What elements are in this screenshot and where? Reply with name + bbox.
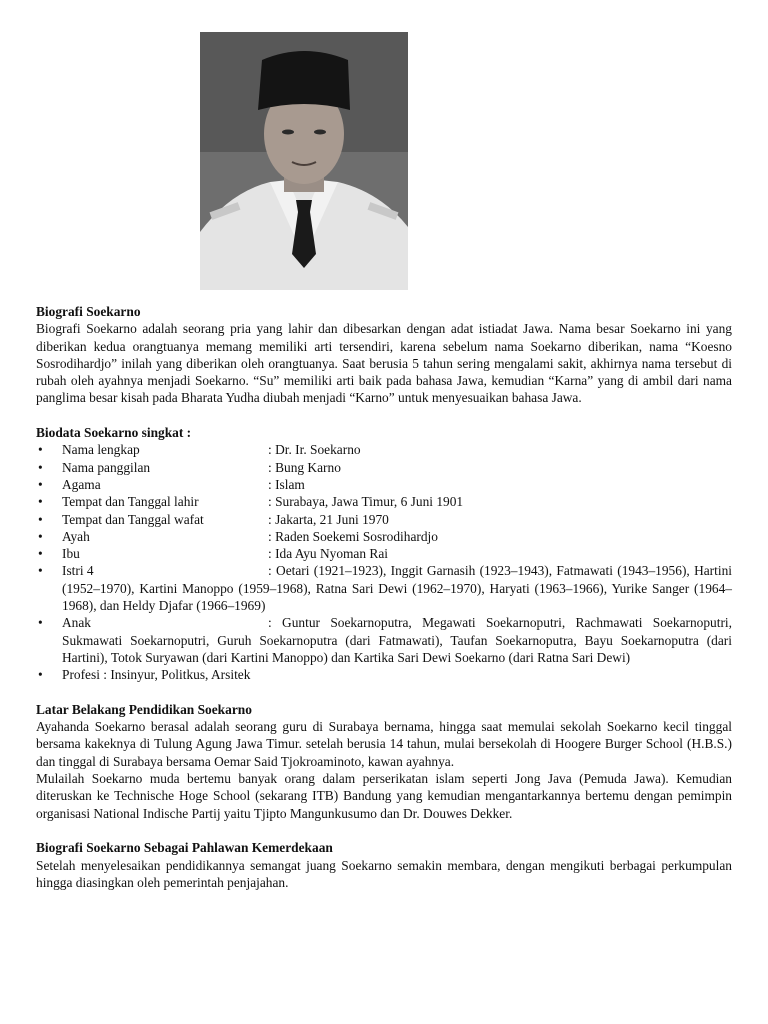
biodata-label: Tempat dan Tanggal wafat bbox=[62, 511, 204, 527]
biodata-value: : Jakarta, 21 Juni 1970 bbox=[268, 511, 389, 527]
document-body bbox=[36, 303, 732, 891]
biodata-list bbox=[36, 441, 732, 683]
biodata-item bbox=[36, 459, 732, 476]
heading-pahlawan: Biografi Soekarno Sebagai Pahlawan Kemerdekaan bbox=[36, 840, 333, 856]
paragraph-pahlawan: Setelah menyelesaikan pendidikannya semangat juang Soekarno semakin membara, dengan mengikuti berbagai perkumpulan hingga diasingkan oleh pemerintah penjajahan. bbox=[36, 857, 732, 890]
biodata-item bbox=[36, 476, 732, 493]
biodata-value: : Surabaya, Jawa Timur, 6 Juni 1901 bbox=[268, 494, 464, 510]
biodata-item bbox=[36, 493, 732, 510]
biodata-item bbox=[36, 562, 732, 614]
biodata-label: Ibu bbox=[62, 546, 80, 562]
biodata-item bbox=[36, 511, 732, 528]
biodata-value: : Guntur Soekarnoputra, Megawati Soekarnoputri, Rachmawati Soekarnoputri, Sukmawati Soekarnoputri, Guruh Soekarnoputra (dari Fatmawati), Taufan Soekarnoputra, Bayu Soekarnoputra (dari Hartini), Totok Suryawan (dari Kartini Manoppo) dan Kartika Sari Dewi Soekarno (dari Ratna Sari Dewi) bbox=[62, 615, 732, 665]
biodata-label: Istri 4 bbox=[62, 563, 94, 579]
biodata-item bbox=[36, 528, 732, 545]
spacer bbox=[36, 684, 732, 701]
biodata-item-profesi: • Profesi : Insinyur, Politkus, Arsitek bbox=[36, 666, 732, 683]
paragraph-biografi: Biografi Soekarno adalah seorang pria yang lahir dan dibesarkan dengan adat istiadat Jawa. Nama besar Soekarno ini yang diberikan kedua orangtuanya memang memiliki arti tersendiri, karena sebelum nama Soekarno diberikan, nama “Koesno Sosrodihardjo” inilah yang diberikan oleh orangtuanya. Saat berusia 5 tahun sering mengalami sakit, akhirnya nama tersebut di rubah oleh ayahnya menjadi Soekarno. “Su” memiliki arti baik pada bahasa Jawa, kemudian “Karna” yang di ambil dari nama panglima besar kisah pada Bharata Yudha diubah menjadi “Karno” untuk menyesuaikan bahasa Jawa. bbox=[36, 321, 732, 406]
biodata-value: : Bung Karno bbox=[268, 459, 341, 475]
biodata-value: : Islam bbox=[268, 476, 305, 492]
paragraph-pendidikan-2: Mulailah Soekarno muda bertemu banyak orang dalam perserikatan islam seperti Jong Java (Pemuda Jawa). Kemudian diteruskan ke Technische Hoge School (sekarang ITB) Bandung yang kemudian mengantarkannya bertemu dengan pemimpin organisasi National Indische Partij yaitu Tjipto Mangunkusumo dan Dr. Douwes Dekker. bbox=[36, 771, 732, 821]
biodata-value: : Raden Soekemi Sosrodihardjo bbox=[268, 528, 438, 544]
biodata-item bbox=[36, 614, 732, 666]
spacer bbox=[36, 822, 732, 839]
biodata-label: Nama panggilan bbox=[62, 459, 151, 475]
biodata-label: Tempat dan Tanggal lahir bbox=[62, 494, 199, 510]
biodata-item bbox=[36, 545, 732, 562]
biodata-value: : Oetari (1921–1923), Inggit Garnasih (1923–1943), Fatmawati (1943–1956), Hartini (1952–1970), Kartini Manoppo (1959–1968), Ratna Sari Dewi (1962–1970), Haryati (1963–1966), Yurike Sanger (1964–1968), dan Heldy Djafar (1966–1969) bbox=[62, 563, 732, 614]
portrait-illustration bbox=[200, 32, 408, 290]
biodata-item bbox=[36, 441, 732, 458]
heading-pendidikan: Latar Belakang Pendidikan Soekarno bbox=[36, 701, 252, 717]
biodata-label: Anak bbox=[62, 615, 92, 631]
biodata-label: Ayah bbox=[62, 528, 90, 544]
biodata-value: : Ida Ayu Nyoman Rai bbox=[268, 546, 389, 562]
heading-biodata: Biodata Soekarno singkat : bbox=[36, 425, 192, 441]
paragraph-pendidikan-1: Ayahanda Soekarno berasal adalah seorang guru di Surabaya bernama, hingga saat memulai sekolah Soekarno kecil tinggal bersama kakeknya di Tulung Agung Jawa Timur. setelah berusia 14 tahun, mulai bersekolah di Hoogere Burger School (H.B.S.) dan tinggal di Surabaya bersama Oemar Said Tjokroaminoto, kawan ayahnya. bbox=[36, 719, 732, 769]
biodata-label: Nama lengkap bbox=[62, 442, 140, 458]
portrait-photo bbox=[200, 32, 408, 290]
biodata-label: Agama bbox=[62, 476, 101, 492]
heading-biografi: Biografi Soekarno bbox=[36, 304, 141, 319]
biodata-value: : Dr. Ir. Soekarno bbox=[268, 442, 361, 458]
spacer bbox=[36, 407, 732, 424]
